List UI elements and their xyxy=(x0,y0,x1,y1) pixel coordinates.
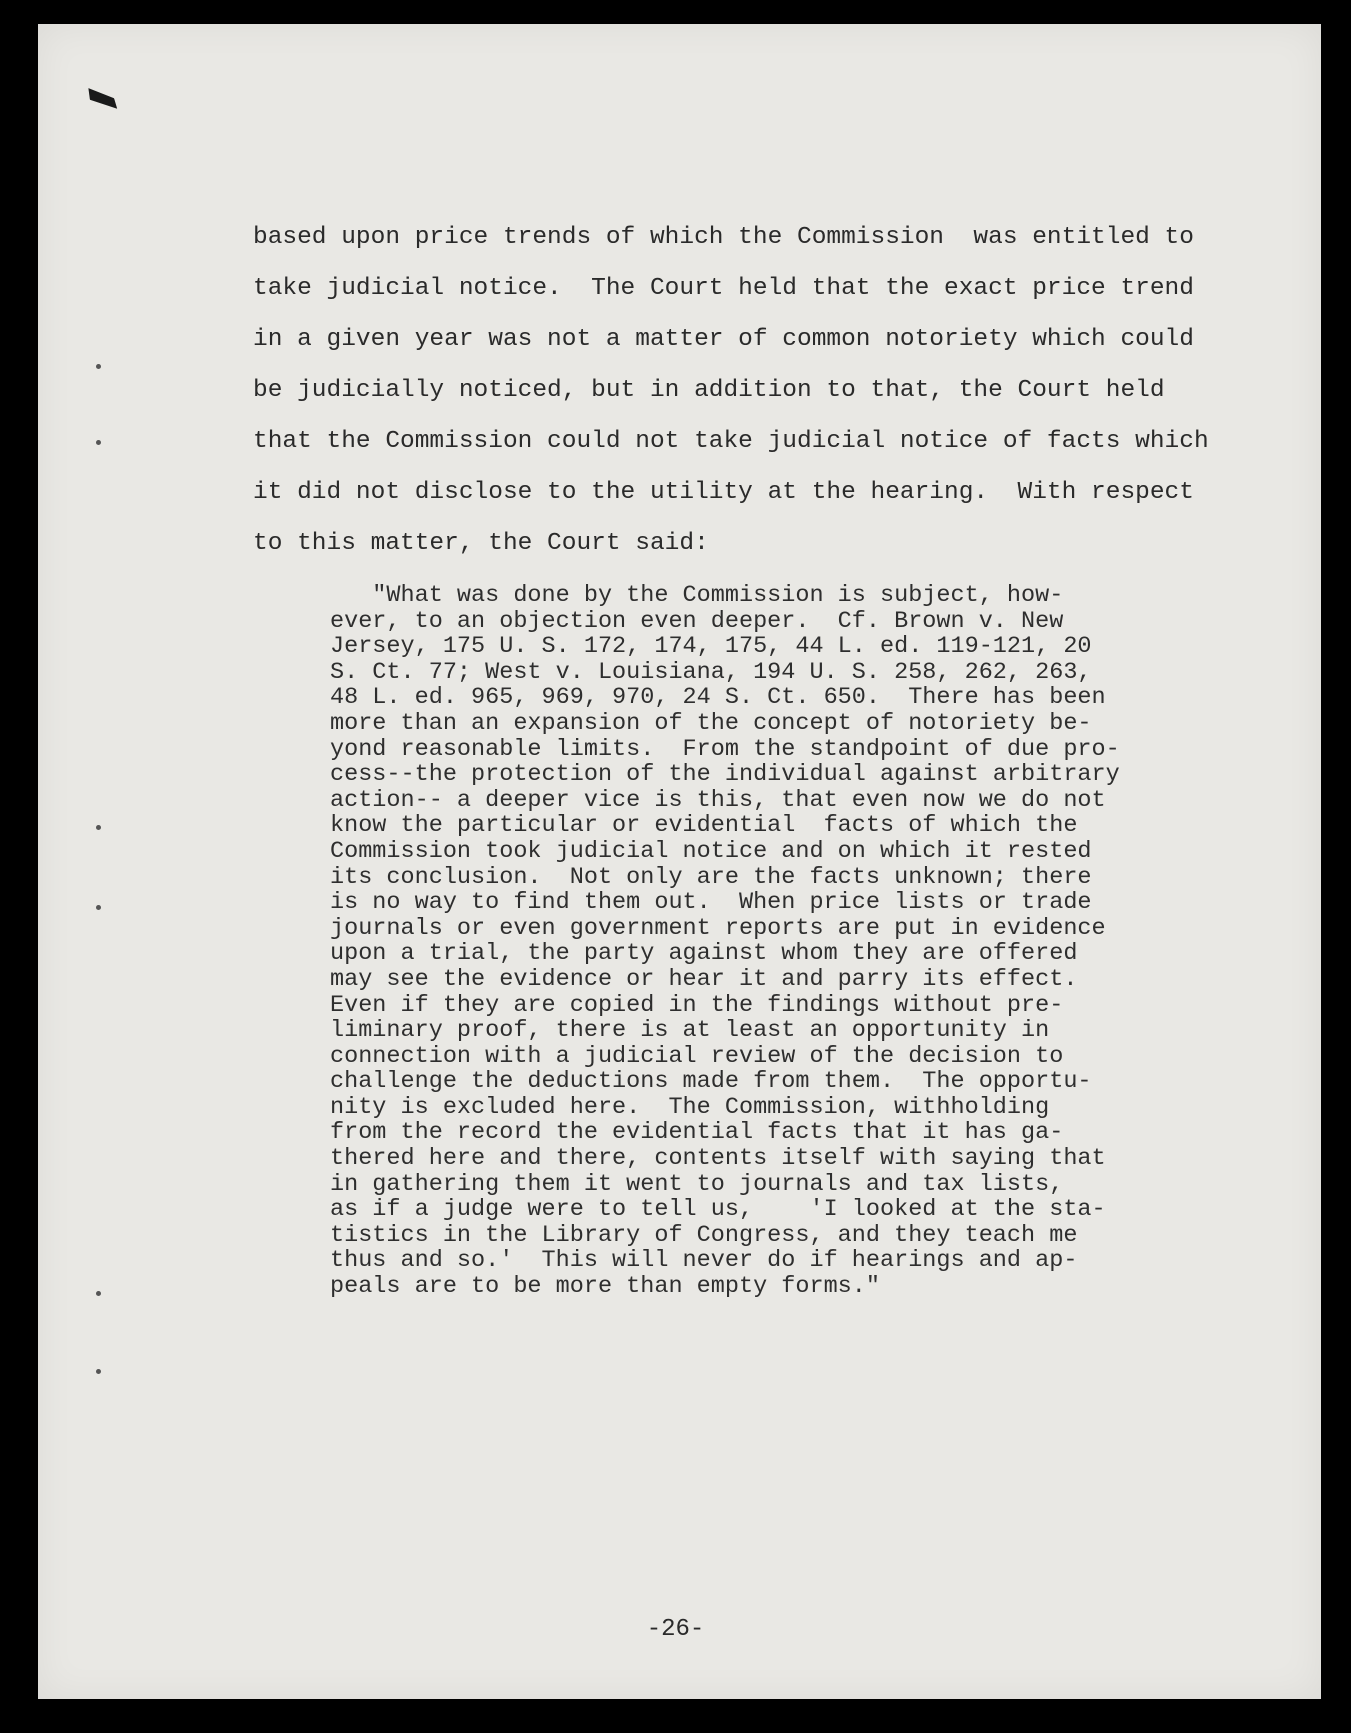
quote-line: thered here and there, contents itself with saying that xyxy=(330,1145,1106,1173)
quote-line: upon a trial, the party against whom they are offered xyxy=(330,940,1078,968)
margin-dot xyxy=(96,825,101,830)
quote-line: Jersey, 175 U. S. 172, 174, 175, 44 L. ed. 119-121, 20 xyxy=(330,633,1092,661)
quote-line: from the record the evidential facts that it has ga- xyxy=(330,1119,1064,1147)
quote-line: 48 L. ed. 965, 969, 970, 24 S. Ct. 650. There has been xyxy=(330,684,1106,712)
quote-line: connection with a judicial review of the decision to xyxy=(330,1042,1064,1070)
body-line: based upon price trends of which the Commission was entitled to xyxy=(253,224,1194,251)
margin-dot xyxy=(96,1291,101,1296)
quote-line: ever, to an objection even deeper. Cf. Brown v. New xyxy=(330,607,1064,635)
quote-line: know the particular or evidential facts of which the xyxy=(330,812,1078,840)
page-number: -26- xyxy=(646,1616,705,1643)
quote-line: S. Ct. 77; West v. Louisiana, 194 U. S. 258, 262, 263, xyxy=(330,658,1092,686)
body-line: be judicially noticed, but in addition to that, the Court held xyxy=(253,377,1165,404)
quote-line: "What was done by the Commission is subject, how- xyxy=(330,582,1064,609)
quote-line: as if a judge were to tell us, 'I looked at the sta- xyxy=(330,1196,1106,1224)
quote-line: action-- a deeper vice is this, that even now we do not xyxy=(330,786,1106,814)
body-line: to this matter, the Court said: xyxy=(253,530,709,557)
quote-line: nity is excluded here. The Commission, withholding xyxy=(330,1093,1050,1121)
quote-line: challenge the deductions made from them. The opportu- xyxy=(330,1068,1092,1096)
quote-line: is no way to find them out. When price lists or trade xyxy=(330,889,1092,917)
quote-line: its conclusion. Not only are the facts unknown; there xyxy=(330,863,1092,891)
quote-line: peals are to be more than empty forms." xyxy=(330,1273,880,1301)
quote-line: in gathering them it went to journals and tax lists, xyxy=(330,1170,1064,1198)
margin-dot xyxy=(96,905,101,910)
quote-line: more than an expansion of the concept of notoriety be- xyxy=(330,709,1092,737)
quote-line: cess--the protection of the individual against arbitrary xyxy=(330,761,1120,789)
quote-line: may see the evidence or hear it and parry its effect. xyxy=(330,965,1078,993)
quote-line: thus and so.' This will never do if hearings and ap- xyxy=(330,1247,1078,1275)
quote-line: journals or even government reports are put in evidence xyxy=(330,914,1106,942)
quote-line: Commission took judicial notice and on which it rested xyxy=(330,837,1092,865)
quote-line: liminary proof, there is at least an opportunity in xyxy=(330,1017,1050,1045)
quote-line: yond reasonable limits. From the standpoint of due pro- xyxy=(330,735,1120,763)
body-line: take judicial notice. The Court held that the exact price trend xyxy=(253,275,1194,302)
body-line: it did not disclose to the utility at the hearing. With respect xyxy=(253,479,1194,506)
body-line: in a given year was not a matter of common notoriety which could xyxy=(253,326,1194,353)
body-paragraph xyxy=(253,223,1253,580)
margin-dot xyxy=(96,364,101,369)
quote-line: tistics in the Library of Congress, and they teach me xyxy=(330,1221,1078,1249)
margin-dot xyxy=(96,1369,101,1374)
block-quote xyxy=(330,583,1180,1300)
body-line: that the Commission could not take judicial notice of facts which xyxy=(253,428,1209,455)
margin-dot xyxy=(96,440,101,445)
quote-line: Even if they are copied in the findings without pre- xyxy=(330,991,1064,1019)
